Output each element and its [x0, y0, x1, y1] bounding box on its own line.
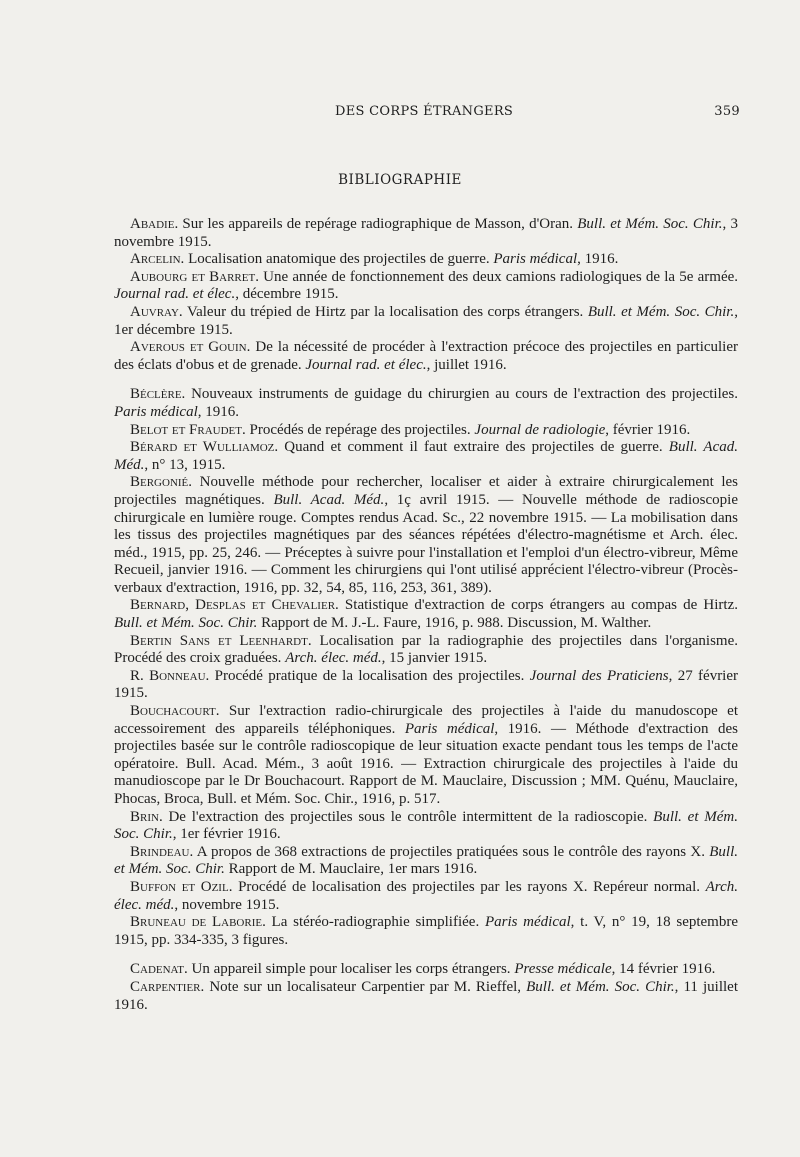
entry-author: Bouchacourt. — [130, 703, 220, 720]
entry-journal: Bull. Acad. Méd. — [273, 491, 385, 508]
entry-rest: , 14 février 1916. — [611, 961, 716, 978]
entry-text: La stéréo-radiographie simplifiée. — [265, 914, 485, 931]
entry-journal: Paris médical — [404, 720, 495, 737]
entry-rest: , novembre 1915. — [174, 896, 280, 913]
entry-text: Note sur un localisateur Carpentier par M. Rieffel, — [204, 978, 527, 995]
entry-rest: , 1ç avril 1915. — Nouvelle méthode de radioscopie chirurgicale en lumière rouge. Comptes rendus Acad. Sc., 22 novembre 1915. — La mobilisation dans les tissus des projectiles magnétiques par des séances répétées d'électro-magnétisme et Arch. élec. méd., 1915, pp. 25, 246. — Préceptes à suivre pour l'installation et l'emploi d'un électro-vibreur, Même Recueil, janvier 1916. — Comment les chirurgiens qui l'ont utilisé apprécient l'électro-vibreur (Procès-verbaux d'extraction, 1916, pp. 32, 54, 85, 116, 253, 361, 389). — [114, 491, 739, 596]
entry-text: De l'extraction des projectiles sous le contrôle intermittent de la radioscopie. — [162, 808, 654, 825]
bibliography-entry — [114, 844, 738, 879]
page-number: 359 — [714, 104, 740, 119]
bibliography-entry — [114, 879, 738, 914]
entry-text: Localisation par la radiographie des projectiles dans l'organisme. Procédé des croix graduées. — [114, 632, 739, 667]
entry-text: Sur les appareils de repérage radiographique de Masson, d'Oran. — [178, 216, 578, 232]
entry-text: Valeur du trépied de Hirtz par la localisation des corps étrangers. — [182, 303, 588, 320]
entry-text: De la nécessité de procéder à l'extraction précoce des projectiles en particulier des éclats d'obus et de grenade. — [114, 339, 739, 373]
bibliography-entry — [114, 703, 738, 809]
entry-rest: , 15 janvier 1915. — [381, 650, 488, 667]
bibliography-entry — [114, 251, 738, 269]
entry-author: Buffon et Ozil. — [130, 878, 233, 895]
entry-rest: , 1916. — [577, 251, 619, 268]
entry-rest: Rapport de M. J.-L. Faure, 1916, p. 988. Discussion, M. Walther. — [257, 615, 652, 632]
bibliography-entry — [114, 961, 738, 979]
entry-journal: Journal de radiologie — [474, 421, 606, 438]
entry-journal: Arch. élec. méd. — [285, 650, 382, 667]
entry-rest: , 1er décembre 1915. — [114, 303, 738, 338]
entry-author: Cadenat. — [130, 961, 188, 978]
bibliography-entry — [114, 339, 738, 374]
entry-rest: , 1er février 1916. — [172, 826, 281, 843]
entry-author: Averous et Gouin. — [130, 339, 251, 356]
entry-rest: , juillet 1916. — [426, 356, 507, 373]
bibliography-entry — [114, 386, 738, 421]
bibliography-entry — [114, 474, 738, 597]
entry-text: Statistique d'extraction de corps étrangers au compas de Hirtz. — [338, 597, 739, 614]
entry-text: Procédé de localisation des projectiles par les rayons X. Repéreur normal. — [232, 878, 706, 895]
bibliography-entry — [114, 809, 738, 844]
entry-rest: Rapport de M. Mauclaire, 1er mars 1916. — [224, 861, 478, 878]
entry-rest: , février 1916. — [605, 421, 691, 438]
bibliography-entry — [114, 304, 738, 339]
entry-text: Localisation anatomique des projectiles de guerre. — [184, 251, 494, 268]
entry-text: Procédé pratique de la localisation des projectiles. — [209, 667, 530, 684]
entry-journal: Presse médicale — [514, 961, 612, 978]
bibliography-entry — [114, 979, 738, 1014]
entry-journal: Paris médical — [484, 914, 571, 931]
entry-author: Béclère. — [130, 386, 186, 403]
entry-rest: , 3 novembre 1915. — [114, 216, 738, 250]
entry-text: Quand et comment il faut extraire des projectiles de guerre. — [278, 439, 669, 456]
entry-author: Brin. — [130, 808, 163, 825]
entry-rest: , 27 février 1915. — [114, 667, 739, 702]
bibliography-entry — [114, 633, 738, 668]
entry-journal: Bull. et Mém. Soc. Chir. — [577, 216, 723, 232]
entry-journal: Paris médical — [493, 251, 578, 268]
entry-journal: Bull. et Mém. Soc. Chir. — [526, 978, 675, 995]
section-title: BIBLIOGRAPHIE — [338, 172, 462, 188]
entry-journal: Bull. et Mém. Soc. Chir. — [587, 303, 735, 320]
entry-text: Nouvelle méthode pour rechercher, localiser et aider à extraire chirurgicalement les projectiles magnétiques. — [114, 474, 738, 508]
entry-author: Brindeau. — [130, 843, 194, 860]
bibliography-entry — [114, 597, 738, 632]
entry-rest: , 1916. — Méthode d'extraction des projectiles basée sur le contrôle radioscopique de leur situation exacte pendant tous les temps de l'acte opératoire. Bull. Acad. Mém., 3 août 1916. — Extraction chirurgicale des projectiles à l'aide du manudioscope par le Dr Bouchacourt. Rapport de M. Mauclaire, Discussion ; MM. Quénu, Mauclaire, Phocas, Broca, Bull. et Mém. Soc. Chir., 1916, p. 517. — [114, 720, 738, 807]
entry-journal: Bull. Acad. Méd. — [114, 439, 738, 473]
entry-rest: , n° 13, 1915. — [144, 456, 226, 473]
entry-rest: , 1916. — [197, 403, 239, 420]
entry-journal: Bull. et Mém. Soc. Chir. — [114, 808, 738, 843]
entry-journal: Journal des Praticiens — [529, 667, 669, 684]
bibliography-entry — [114, 668, 738, 703]
entry-text: Procédés de repérage des projectiles. — [245, 421, 475, 438]
entry-author: Bertin Sans et Leenhardt. — [130, 632, 312, 649]
entry-text: Nouveaux instruments de guidage du chirurgien au cours de l'extraction des projectiles. — [185, 386, 738, 403]
entry-author: Abadie. — [130, 216, 179, 232]
entry-journal: Journal rad. et élec. — [305, 356, 427, 373]
entry-author: Arcelin. — [130, 251, 185, 268]
running-title: DES CORPS ÉTRANGERS — [335, 104, 514, 119]
bibliography-list — [114, 216, 738, 1014]
bibliography-entry — [114, 269, 738, 304]
entry-rest: , t. V, n° 19, 18 septembre 1915, pp. 334-335, 3 figures. — [114, 914, 739, 948]
bibliography-entry — [114, 439, 738, 474]
entry-journal: Arch. élec. méd. — [114, 878, 738, 913]
entry-author: Bérard et Wulliamoz. — [130, 439, 279, 456]
entry-author: Bernard, Desplas et Chevalier. — [130, 597, 339, 614]
entry-author: Aubourg et Barret. — [130, 268, 259, 285]
entry-author: Bergonié. — [130, 474, 193, 491]
bibliography-entry — [114, 216, 738, 251]
entry-author: Carpentier. — [130, 978, 205, 995]
entry-journal: Bull. et Mém. Soc. Chir. — [114, 615, 258, 632]
entry-author: Bruneau de Laborie. — [130, 914, 266, 931]
entry-text: Sur l'extraction radio-chirurgicale des projectiles à l'aide du manudoscope et accessoirement des appareils téléphoniques. — [114, 703, 738, 737]
entry-journal: Bull. et Mém. Soc. Chir. — [114, 843, 738, 878]
bibliography-entry — [114, 422, 738, 440]
entry-rest: , décembre 1915. — [235, 286, 339, 303]
entry-journal: Paris médical — [114, 403, 198, 420]
entry-author: Belot et Fraudet. — [130, 421, 246, 438]
entry-text: Un appareil simple pour localiser les corps étrangers. — [187, 961, 515, 978]
bibliography-entry — [114, 914, 738, 949]
entry-text: Une année de fonctionnement des deux camions radiologiques de la 5e armée. — [258, 268, 739, 285]
entry-author: Auvray. — [130, 303, 183, 320]
entry-journal: Journal rad. et élec. — [114, 286, 236, 303]
entry-text: A propos de 368 extractions de projectiles pratiquées sous le contrôle des rayons X. — [193, 843, 710, 860]
entry-rest: , 11 juillet 1916. — [114, 978, 738, 1013]
entry-author: R. Bonneau. — [130, 667, 210, 684]
